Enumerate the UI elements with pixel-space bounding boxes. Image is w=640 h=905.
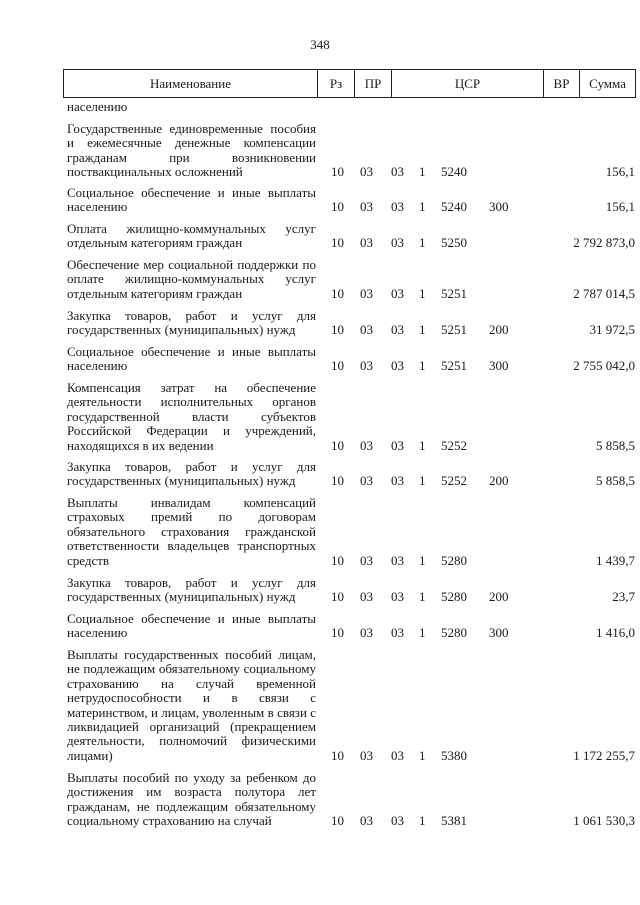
row-pr: 03	[360, 235, 373, 251]
row-name: Обеспечение мер социальной поддержки по оплате жилищно-коммунальных услуг отдельным категориям граждан	[67, 257, 316, 301]
row-pr: 03	[360, 164, 373, 180]
row-sum: 31 972,5	[589, 322, 635, 338]
page-number: 348	[310, 37, 330, 52]
row-name: Социальное обеспечение и иные выплаты населению	[67, 611, 316, 641]
row-sum: 1 416,0	[596, 625, 635, 641]
row-csr-subprogram: 1	[419, 813, 426, 829]
header-vr: ВР	[544, 70, 580, 97]
row-pr: 03	[360, 625, 373, 641]
row-csr-program: 03	[391, 285, 404, 301]
row-vr: 200	[489, 322, 509, 338]
row-csr-program: 03	[391, 552, 404, 568]
header-csr: ЦСР	[392, 70, 544, 97]
row-csr-code: 5280	[441, 552, 467, 568]
row-name: Государственные единовременные пособия и ежемесячные денежные компенсации гражданам при возникновении поствакцинальных осложнений	[67, 121, 316, 180]
row-pr: 03	[360, 358, 373, 374]
row-csr-subprogram: 1	[419, 235, 426, 251]
row-sum: 156,1	[605, 199, 635, 215]
table-row	[0, 345, 640, 374]
row-rz: 10	[331, 322, 344, 338]
header-name: Наименование	[64, 70, 318, 97]
row-sum: 5 858,5	[596, 437, 635, 453]
row-csr-code: 5240	[441, 199, 467, 215]
row-csr-subprogram: 1	[419, 625, 426, 641]
row-csr-program: 03	[391, 358, 404, 374]
row-csr-code: 5251	[441, 358, 467, 374]
row-rz: 10	[331, 625, 344, 641]
table-header	[63, 69, 636, 98]
row-csr-subprogram: 1	[419, 747, 426, 763]
row-csr-program: 03	[391, 625, 404, 641]
row-csr-program: 03	[391, 813, 404, 829]
table-row	[0, 496, 640, 568]
row-sum: 2 755 042,0	[573, 358, 635, 374]
row-pr: 03	[360, 813, 373, 829]
row-csr-subprogram: 1	[419, 164, 426, 180]
table-row	[0, 648, 640, 763]
row-sum: 1 172 255,7	[573, 747, 635, 763]
row-csr-code: 5280	[441, 589, 467, 605]
row-csr-code: 5252	[441, 473, 467, 489]
row-rz: 10	[331, 589, 344, 605]
row-csr-subprogram: 1	[419, 358, 426, 374]
row-csr-code: 5250	[441, 235, 467, 251]
table-row	[0, 309, 640, 338]
continuation-row	[0, 100, 640, 115]
row-csr-subprogram: 1	[419, 322, 426, 338]
row-csr-program: 03	[391, 473, 404, 489]
row-sum: 23,7	[612, 589, 635, 605]
row-csr-subprogram: 1	[419, 552, 426, 568]
row-name: Компенсация затрат на обеспечение деятельности исполнительных органов государственной власти субъектов Российской Федерации и учреждений, находящихся в их ведении	[67, 380, 316, 453]
row-csr-program: 03	[391, 589, 404, 605]
table-row	[0, 122, 640, 180]
row-vr: 300	[489, 625, 509, 641]
table-row	[0, 381, 640, 453]
header-pr: ПР	[355, 70, 392, 97]
row-pr: 03	[360, 199, 373, 215]
row-csr-code: 5252	[441, 437, 467, 453]
row-rz: 10	[331, 813, 344, 829]
row-sum: 1 061 530,3	[573, 813, 635, 829]
row-csr-program: 03	[391, 199, 404, 215]
row-csr-program: 03	[391, 747, 404, 763]
row-name: Выплаты государственных пособий лицам, не подлежащим обязательному социальному страхованию на случай временной нетрудоспособности и в связи с материнством, и лицам, уволенным в связи с ликвидацией организаций (прекращением деятельности, полномочий физическими лицами)	[67, 647, 316, 763]
row-vr: 200	[489, 473, 509, 489]
table-row	[0, 186, 640, 215]
row-name: Закупка товаров, работ и услуг для государственных (муниципальных) нужд	[67, 459, 316, 489]
row-rz: 10	[331, 473, 344, 489]
row-csr-subprogram: 1	[419, 199, 426, 215]
row-name: Выплаты пособий по уходу за ребенком до достижения им возраста полутора лет гражданам, не подлежащим обязательному социальному страхованию на случай	[67, 770, 316, 829]
row-rz: 10	[331, 358, 344, 374]
table-row	[0, 576, 640, 605]
row-name: Выплаты инвалидам компенсаций страховых премий по договорам обязательного страхования гражданской ответственности владельцев транспортных средств	[67, 495, 316, 568]
row-sum: 2 792 873,0	[573, 235, 635, 251]
row-rz: 10	[331, 235, 344, 251]
row-vr: 200	[489, 589, 509, 605]
row-rz: 10	[331, 199, 344, 215]
row-sum: 2 787 014,5	[573, 285, 635, 301]
row-sum: 5 858,5	[596, 473, 635, 489]
row-csr-code: 5251	[441, 285, 467, 301]
row-pr: 03	[360, 589, 373, 605]
row-csr-subprogram: 1	[419, 589, 426, 605]
table-row	[0, 612, 640, 641]
row-csr-subprogram: 1	[419, 285, 426, 301]
row-csr-code: 5240	[441, 164, 467, 180]
table-row	[0, 771, 640, 829]
table-row	[0, 460, 640, 489]
row-csr-program: 03	[391, 437, 404, 453]
row-csr-program: 03	[391, 164, 404, 180]
header-sum: Сумма	[589, 76, 626, 91]
row-rz: 10	[331, 747, 344, 763]
table-row	[0, 222, 640, 251]
row-vr: 300	[489, 358, 509, 374]
row-rz: 10	[331, 437, 344, 453]
row-pr: 03	[360, 285, 373, 301]
row-rz: 10	[331, 552, 344, 568]
row-pr: 03	[360, 322, 373, 338]
row-vr: 300	[489, 199, 509, 215]
row-csr-code: 5280	[441, 625, 467, 641]
header-rz: Рз	[318, 70, 355, 97]
row-csr-code: 5381	[441, 813, 467, 829]
row-name: Закупка товаров, работ и услуг для государственных (муниципальных) нужд	[67, 308, 316, 338]
row-sum: 156,1	[605, 164, 635, 180]
row-name: Оплата жилищно-коммунальных услуг отдельным категориям граждан	[67, 221, 316, 251]
row-csr-program: 03	[391, 322, 404, 338]
row-csr-code: 5380	[441, 747, 467, 763]
row-csr-subprogram: 1	[419, 473, 426, 489]
row-csr-code: 5251	[441, 322, 467, 338]
row-pr: 03	[360, 437, 373, 453]
table-row	[0, 258, 640, 301]
row-name: Закупка товаров, работ и услуг для государственных (муниципальных) нужд	[67, 575, 316, 605]
row-pr: 03	[360, 552, 373, 568]
row-rz: 10	[331, 285, 344, 301]
row-rz: 10	[331, 164, 344, 180]
row-csr-program: 03	[391, 235, 404, 251]
row-name: Социальное обеспечение и иные выплаты населению	[67, 344, 316, 374]
row-name: Социальное обеспечение и иные выплаты населению	[67, 185, 316, 215]
row-name: населению	[67, 99, 128, 114]
row-pr: 03	[360, 473, 373, 489]
row-pr: 03	[360, 747, 373, 763]
row-sum: 1 439,7	[596, 552, 635, 568]
row-csr-subprogram: 1	[419, 437, 426, 453]
